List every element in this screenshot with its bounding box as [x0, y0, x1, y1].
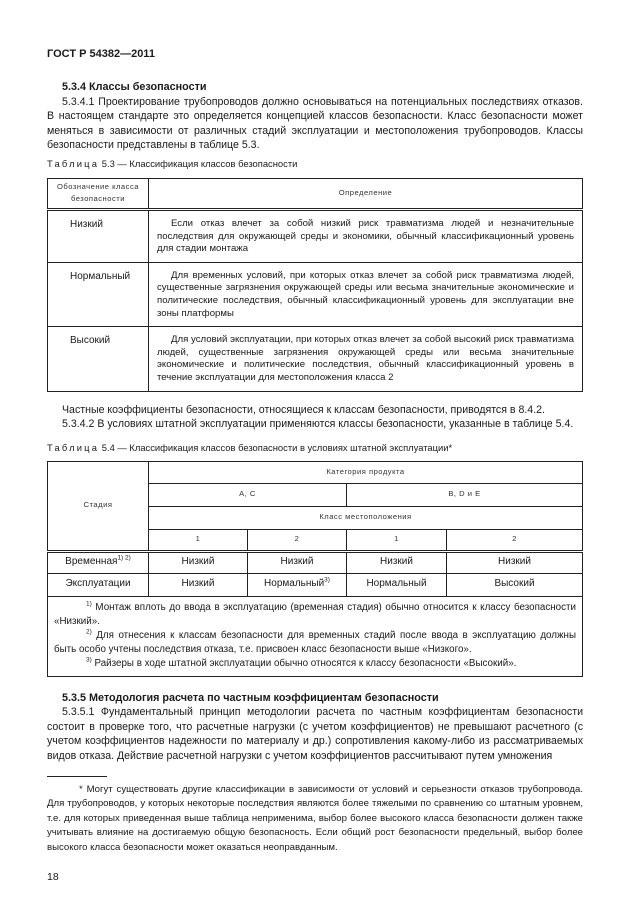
location-class-2: 2 [447, 529, 583, 551]
document-header: ГОСТ Р 54382—2011 [47, 48, 155, 60]
section-heading-535: 5.3.5 Методология расчета по частным коэффициентам безопасности [62, 691, 439, 704]
value-cell: Высокий [447, 573, 583, 596]
table-header-stage: Стадия [48, 461, 149, 551]
definition-cell: Если отказ влечет за собой низкий риск травматизма людей и незначительные последствия для окружающей среды и экономики, обычный классификационный уровень для стадии монтажа [149, 209, 583, 262]
table-row [48, 262, 583, 326]
paragraph-5351: 5.3.5.1 Фундаментальный принцип методологии расчета по частным коэффициентам безопасности состоит в проверке того, что расчетные нагрузки (с учетом коэффициентов) не превышают расчетного (с учетом коэффициентов надежности по материалу и др.) сопротивления какому-либо из рассматриваемых видов отказа. Действие расчетной нагрузки с учетом коэффициентов рассчитывают путем умножения [47, 706, 583, 763]
value-label: Нормальный [264, 578, 325, 590]
table-53-caption [47, 158, 583, 170]
location-class-2: 2 [248, 529, 347, 551]
note-text: Райзеры в ходе штатной эксплуатации обычно относятся к классу безопасности «Высокий». [94, 657, 517, 669]
paragraph-5341: 5.3.4.1 Проектирование трубопроводов должно основываться на потенциальных последствиях отказов. В настоящем стандарте это определяется концепцией классов безопасности. Класс безопасности может меняться в зависимости от различных стадий эксплуатации и местоположения трубопроводов. Классы безопасности представлены в таблице 5.3. [47, 95, 583, 152]
value-cell: Нормальный [347, 573, 447, 596]
value-cell: Низкий [149, 573, 248, 596]
table-row [48, 551, 583, 573]
table-53 [47, 178, 583, 392]
table-notes-row [48, 596, 583, 676]
stage-label: Временная [65, 556, 118, 568]
footnote-ref: 3) [324, 577, 330, 585]
table-notes [48, 596, 583, 676]
class-cell: Нормальный [48, 262, 149, 326]
table-header-definition: Определение [149, 178, 583, 209]
value-cell: Низкий [347, 551, 447, 573]
value-cell [248, 573, 347, 596]
page-number: 18 [47, 870, 59, 883]
table-note [54, 601, 576, 629]
caption-text: 5.3 — Классификация классов безопасности [101, 157, 298, 169]
caption-text: 5.4 — Классификация классов безопасности в условиях штатной эксплуатации* [101, 441, 453, 453]
footnote: * Могут существовать другие классификации в зависимости от условий и серьезности отказов трубопровода. Для трубопроводов, у которых некоторые последствия являются более тяжелыми по сравнению со штатным уровнем, т.е. для которых приведенная выше таблица неприменима, выбор более высокого класса безопасности должен также учитывать влияние на достигаемую общую безопасность. Если общий рост безопасности предельный, выбор более высокого класса безопасности может оказаться неоправданным. [47, 783, 583, 854]
paragraph-partial-factors: Частные коэффициенты безопасности, относящиеся к классам безопасности, приводятся в 8.4.2. [62, 403, 545, 416]
table-row [48, 209, 583, 262]
note-mark: 2) [86, 628, 92, 636]
footnote-ref: 1) 2) [117, 555, 131, 563]
location-class-1: 1 [149, 529, 248, 551]
definition-cell: Для временных условий, при которых отказ влечет за собой риск травматизма людей, существенные загрязнения окружающей среды или весьма значительные экономические и политические последствия, обычный классификационный уровень для эксплуатации вне зоны платформы [149, 262, 583, 326]
value-cell: Низкий [248, 551, 347, 573]
table-header-cat-bde: В, D и Е [347, 483, 583, 506]
stage-cell: Эксплуатации [48, 573, 149, 596]
note-mark: 3) [86, 656, 92, 664]
page-content [47, 0, 583, 884]
location-class-1: 1 [347, 529, 447, 551]
table-header-category: Категория продукта [149, 461, 583, 483]
note-text: Монтаж вплоть до ввода в эксплуатацию (временная стадия) обычно относится к классу безопасности «Низкий». [54, 601, 576, 627]
note-mark: 1) [86, 600, 92, 608]
table-header-class: Обозначение класса безопасности [48, 178, 149, 209]
stage-cell [48, 551, 149, 573]
class-cell: Низкий [48, 209, 149, 262]
section-heading-534: 5.3.4 Классы безопасности [62, 81, 207, 93]
table-54 [47, 461, 583, 677]
definition-cell: Для условий эксплуатации, при которых отказ влечет за собой высокий риск травматизма людей, существенные загрязнения окружающей среды или весьма значительные экономические и политические последствия, обычный классификационный уровень в течение эксплуатации для местоположения класса 2 [149, 327, 583, 391]
class-cell: Высокий [48, 327, 149, 391]
table-header-location: Класс местоположения [149, 506, 583, 529]
value-cell: Низкий [447, 551, 583, 573]
table-header-cat-ac: А, С [149, 483, 347, 506]
value-cell: Низкий [149, 551, 248, 573]
table-note [54, 657, 576, 671]
table-row [48, 573, 583, 596]
table-54-caption [47, 442, 583, 454]
table-note [54, 629, 576, 657]
caption-prefix: Таблица [47, 441, 100, 453]
footnote-divider [47, 776, 107, 777]
paragraph-5342: 5.3.4.2 В условиях штатной эксплуатации применяются классы безопасности, указанные в таблице 5.4. [62, 418, 574, 431]
note-text: Для отнесения к классам безопасности для временных стадий после ввода в эксплуатацию должны быть особо учтены последствия отказа, т.е. присвоен класс безопасности выше «Низкого». [54, 629, 576, 655]
caption-prefix: Таблица [47, 157, 100, 169]
table-row [48, 327, 583, 391]
